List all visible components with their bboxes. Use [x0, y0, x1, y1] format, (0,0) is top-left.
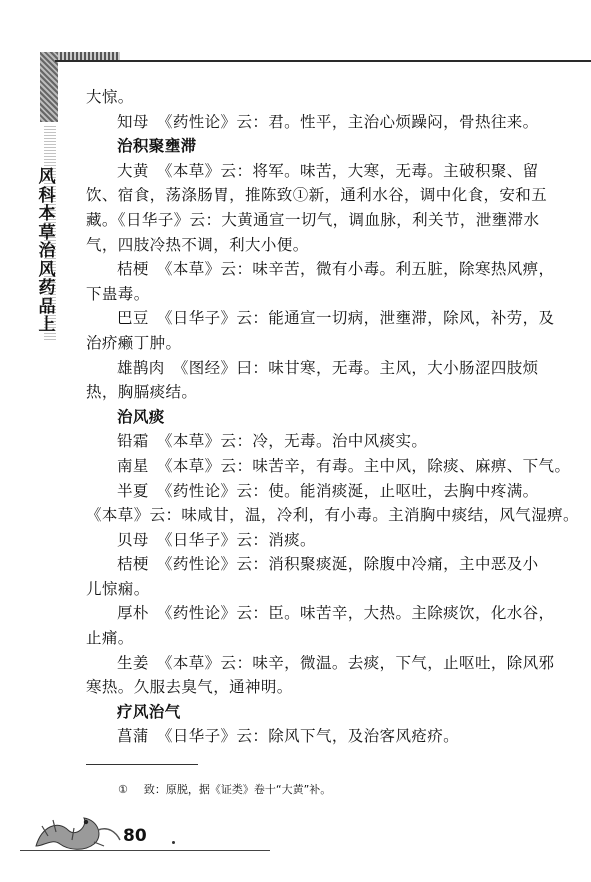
footnote-text: 致：原脱，据《证类》卷十“大黄”补。 [143, 783, 332, 796]
text-line: 厚朴 《药性论》云：臣。味苦辛，大热。主除痰饮，化水谷， [117, 604, 555, 623]
text-line: 《本草》云：味咸甘，温，冷利，有小毒。主消胸中痰结，风气湿痹。 [86, 506, 579, 525]
footer-rule [20, 850, 270, 851]
text-line: 寒热。久服去臭气，通神明。 [86, 678, 293, 697]
text-line: 生姜 《本草》云：味辛，微温。去痰，下气，止呕吐，除风邪 [117, 653, 555, 672]
section-heading: 治积聚壅滞 [117, 137, 197, 156]
text-line: 雄鹊肉 《图经》曰：味甘寒，无毒。主风，大小肠涩四肢烦 [117, 358, 539, 377]
running-title: 风科本草治风药品上 [38, 167, 56, 335]
text-line: 铅霜 《本草》云：冷，无毒。治中风痰实。 [117, 432, 428, 451]
text-line: 止痛。 [86, 629, 134, 648]
text-line: 桔梗 《药性论》云：消积聚痰涎，除腹中冷痛，主中恶及小 [117, 555, 539, 574]
text-line: 半夏 《药性论》云：使。能消痰涎，止呕吐，去胸中疼满。 [117, 481, 539, 500]
text-line: 气，四肢冷热不调，利大小便。 [86, 235, 309, 254]
text-line: 藏。《日华子》云：大黄通宣一切气，调血脉，利关节，泄壅滞水 [86, 210, 540, 229]
text-line: 饮、宿食，荡涤肠胃，推陈致①新，通利水谷，调中化食，安和五 [86, 186, 548, 205]
footnote-rule [86, 764, 198, 765]
text-line: 热，胸膈痰结。 [86, 383, 198, 402]
dragon-ornament-icon [28, 806, 128, 856]
section-heading: 疗风治气 [117, 702, 181, 721]
text-line: 巴豆 《日华子》云：能通宣一切病，泄壅滞，除风，补劳，及 [117, 309, 555, 328]
page-number: 80 [123, 826, 147, 846]
header-rule [55, 60, 591, 62]
text-line: 知母 《药性论》云：君。性平，主治心烦躁闷，骨热往来。 [117, 112, 539, 131]
text-line: 桔梗 《本草》云：味辛苦，微有小毒。利五脏，除寒热风痹， [117, 260, 555, 279]
text-line: 贝母 《日华子》云：消痰。 [117, 530, 316, 549]
text-line: 治疥癞丁肿。 [86, 333, 182, 352]
footnote [118, 781, 331, 797]
body-text [86, 85, 579, 749]
text-line: 儿惊痫。 [86, 579, 150, 598]
footnote-mark: ① [118, 783, 128, 796]
text-line: 下蛊毒。 [86, 284, 150, 303]
text-line: 菖蒲 《日华子》云：除风下气，及治客风疮疥。 [117, 727, 460, 746]
section-heading: 治风痰 [117, 407, 165, 426]
text-line: 南星 《本草》云：味苦辛，有毒。主中风，除痰、麻痹、下气。 [117, 456, 571, 475]
corner-ornament-side [40, 52, 58, 122]
text-line: 大惊。 [86, 88, 134, 106]
text-line: 大黄 《本草》云：将军。味苦，大寒，无毒。主破积聚、留 [117, 161, 539, 180]
stray-mark [172, 841, 175, 844]
